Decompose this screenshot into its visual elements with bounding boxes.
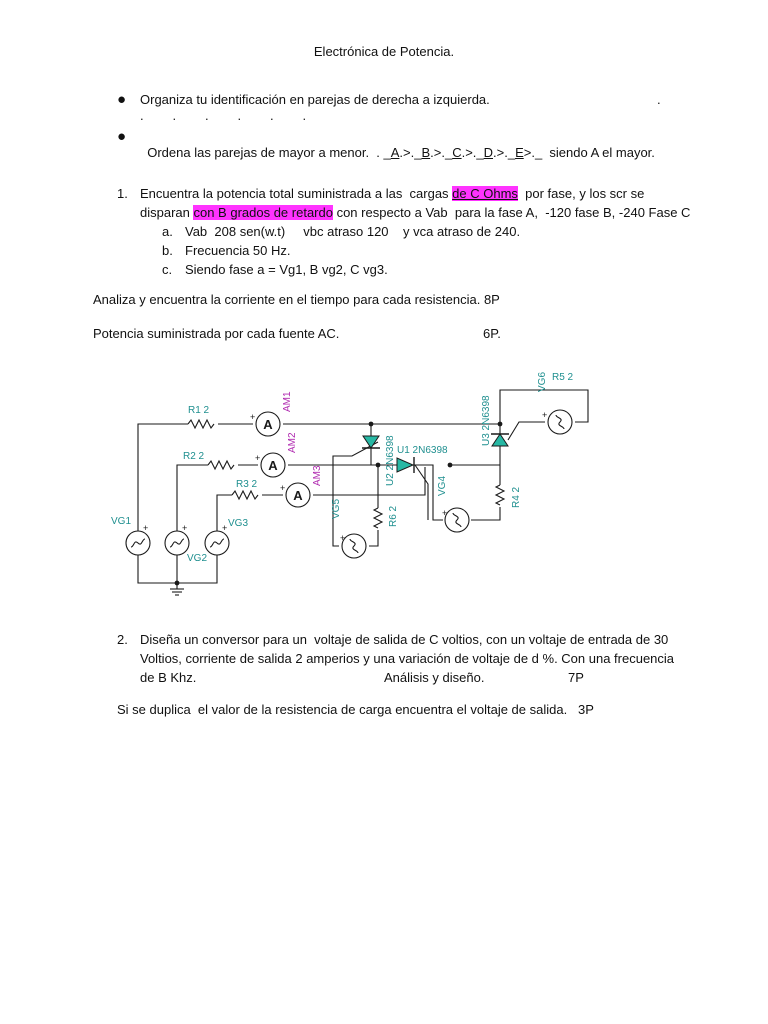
label-vg6: VG6 (537, 371, 548, 392)
q2-analisis: Análisis y diseño. (384, 670, 485, 685)
potencia-text: Potencia suministrada por cada fuente AC. (93, 326, 340, 341)
resistor-r2-symbol (208, 461, 234, 469)
q1-item-c-letter: c. (162, 262, 173, 277)
analiza-text: Analiza y encuentra la corriente en el tiempo para cada resistencia. 8P (93, 292, 500, 307)
ammeter-am1-letter: A (263, 417, 273, 432)
q2-duplica: Si se duplica el valor de la resistencia de carga encuentra el voltaje de salida. 3P (117, 702, 594, 717)
q2-line3: de B Khz. (140, 670, 197, 685)
label-u3: U3 2N6398 (481, 395, 492, 446)
label-vg2: VG2 (187, 553, 208, 564)
plus-vg1: + (143, 523, 149, 533)
plus-vg6: + (542, 410, 548, 420)
q2-line1: Diseña un conversor para un voltaje de salida de C voltios, con un voltaje de entrada de 30 (140, 632, 669, 647)
label-r1: R1 2 (188, 405, 210, 416)
q2-number: 2. (117, 632, 128, 647)
ordena-suffix: >._ siendo A el mayor. (523, 145, 655, 161)
label-u2: U2 2N6398 (385, 435, 396, 486)
bullet-dot-1: ● (117, 91, 127, 108)
q1-item-c: Siendo fase a = Vg1, B vg2, C vg3. (185, 262, 388, 277)
q2-points: 7P (568, 670, 584, 685)
label-am3: AM3 (312, 465, 323, 486)
q1-item-a: Vab 208 sen(w.t) vbc atraso 120 y vca atraso de 240. (185, 224, 521, 239)
label-am2: AM2 (287, 432, 298, 453)
q1-item-b-letter: b. (162, 243, 173, 258)
resistor-r6-symbol (374, 508, 382, 528)
resistor-r4-symbol (496, 485, 504, 505)
ordena-prefix: Ordena las parejas de mayor a menor. . _ (147, 145, 391, 161)
scr-u1-icon (397, 458, 413, 472)
label-vg5: VG5 (331, 498, 342, 519)
rank-c: C (452, 145, 462, 161)
q1-number: 1. (117, 186, 128, 201)
q1-highlight-ohms: de C Ohms (452, 186, 518, 201)
sep-1: .>._ (399, 145, 422, 161)
label-vg4: VG4 (437, 475, 448, 496)
rank-a: A (390, 145, 400, 161)
plus-vg5: + (340, 533, 346, 543)
ground-icon (170, 583, 184, 595)
label-am1: AM1 (282, 391, 293, 412)
ammeter-am2-letter: A (268, 458, 278, 473)
plus-vg4: + (442, 508, 448, 518)
rank-b: B (421, 145, 431, 161)
plus-vg2: + (182, 523, 188, 533)
q1-item-b: Frecuencia 50 Hz. (185, 243, 291, 258)
bullet-dot-2: ● (117, 128, 127, 145)
sep-4: .>._ (493, 145, 516, 161)
q1-line1-pre: Encuentra la potencia total suministrada a las cargas (140, 186, 453, 201)
resistor-r1-symbol (188, 420, 214, 428)
dotted-line: . . . . . . (140, 108, 307, 123)
instruction-ordena (140, 129, 655, 162)
q1-line1-post: por fase, y los scr se (517, 186, 645, 201)
plus-vg3: + (222, 523, 228, 533)
label-r2: R2 2 (183, 451, 205, 462)
q1-item-a-letter: a. (162, 224, 173, 239)
plus-am3: + (280, 483, 286, 493)
sep-3: .>._ (461, 145, 484, 161)
q2-line2: Voltios, corriente de salida 2 amperios y una variación de voltaje de d %. Con una frecuencia (140, 651, 675, 666)
rank-d: D (483, 145, 494, 161)
scr-u3-icon (492, 434, 508, 446)
q1-highlight-grados: con B grados de retardo (193, 205, 333, 220)
q1-line2 (140, 205, 690, 221)
q1-line2-pre: disparan (140, 205, 194, 220)
scr-u2-icon (363, 436, 379, 448)
label-r6: R6 2 (388, 505, 399, 527)
rank-e: E (515, 145, 524, 161)
circuit-diagram (0, 360, 768, 610)
label-r3: R3 2 (236, 479, 258, 490)
plus-am1: + (250, 412, 256, 422)
sep-2: .>._ (430, 145, 453, 161)
resistor-r3-symbol (232, 491, 258, 499)
instruction-organiza: Organiza tu identificación en parejas de derecha a izquierda. (140, 92, 490, 107)
plus-am2: + (255, 453, 261, 463)
potencia-points: 6P. (483, 326, 501, 341)
instruction-organiza-tail: . (657, 92, 661, 107)
label-vg3: VG3 (228, 518, 249, 529)
label-r4: R4 2 (511, 486, 522, 508)
q1-line1 (140, 186, 644, 202)
label-r5: R5 2 (552, 372, 574, 383)
label-vg1: VG1 (111, 516, 132, 527)
page-title: Electrónica de Potencia. (313, 44, 455, 59)
q1-line2-post: con respecto a Vab para la fase A, -120 fase B, -240 Fase C (332, 205, 691, 220)
ammeter-am3-letter: A (293, 488, 303, 503)
label-u1: U1 2N6398 (397, 445, 448, 456)
